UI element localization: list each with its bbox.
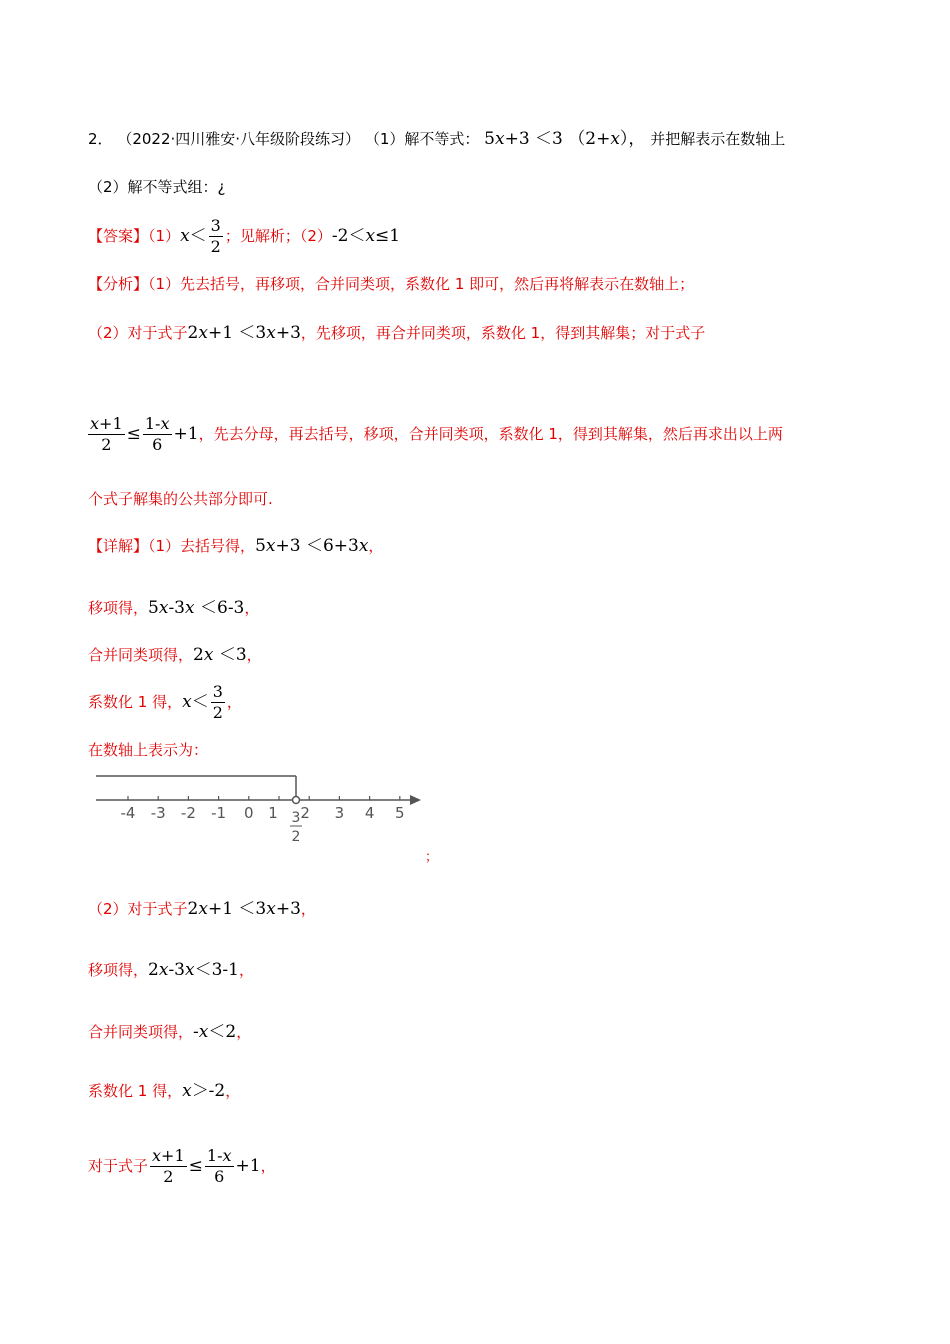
expr: 2 — [187, 323, 199, 343]
detail2-step4-label: 系数化 1 得， — [88, 1082, 183, 1100]
fraction — [88, 414, 125, 455]
problem-part1-tail: 并把解表示在数轴上 — [650, 130, 786, 148]
answer-p1: （1） — [148, 227, 181, 245]
tick-label: -1 — [211, 804, 227, 822]
comma: ， — [368, 537, 384, 555]
problem-part2 — [88, 176, 226, 198]
le-symbol: ≤ — [126, 424, 141, 444]
var-x: x — [185, 598, 195, 618]
var-x: x — [182, 1081, 192, 1101]
detail2-line-1 — [88, 898, 316, 920]
detail2-line-5 — [88, 1144, 276, 1188]
problem-part2-text: （2）解不等式组：¿ — [88, 178, 226, 196]
detail2-line-4 — [88, 1080, 240, 1102]
detail2-step2-label: 移项得， — [88, 961, 149, 979]
detail-step2-label: 移项得， — [88, 599, 149, 617]
fraction-denominator: 6 — [214, 1167, 225, 1186]
answer-ineq-right: ≤1 — [375, 226, 401, 246]
num-rest: 1- — [206, 1146, 223, 1165]
fraction-numerator — [150, 1146, 187, 1167]
var-x: x — [494, 129, 505, 149]
comma: ， — [238, 961, 254, 979]
detail-line-4 — [88, 680, 242, 724]
problem-statement — [88, 128, 785, 150]
var-x: x — [265, 536, 276, 556]
var-x: x — [158, 960, 169, 980]
fraction-denominator: 2 — [101, 435, 112, 454]
number-line — [88, 768, 428, 848]
tick-label: -2 — [180, 804, 196, 822]
analysis-tag: 【分析】 — [88, 275, 149, 293]
analysis-line-4 — [88, 488, 273, 510]
num-rest: 1- — [144, 414, 161, 433]
var-x: x — [358, 536, 369, 556]
comma: ， — [236, 1023, 252, 1041]
detail2-line-3 — [88, 1021, 251, 1043]
analysis-text-3: ，先去分母，再去括号，移项，合并同类项，系数化 1，得到其解集，然后再求出以上两 — [198, 425, 783, 443]
var-x: x — [152, 1146, 162, 1165]
var-x: x — [203, 645, 214, 665]
var-x: x — [266, 323, 276, 343]
fraction — [205, 1146, 234, 1187]
fraction-numerator: 3 — [212, 682, 223, 701]
tick-label: -3 — [150, 804, 166, 822]
expr: ＜3-1 — [194, 960, 239, 980]
fraction-denominator: 2 — [210, 237, 221, 256]
open-circle-point — [293, 797, 300, 804]
lt-symbol: ＜ — [191, 692, 209, 712]
expr: 5 — [255, 536, 266, 556]
analysis-line-2 — [88, 322, 705, 344]
var-x: x — [158, 598, 169, 618]
fraction-denominator: 2 — [212, 703, 223, 722]
comma: ， — [225, 1082, 241, 1100]
expr: -3 — [168, 960, 185, 980]
expr: 2 — [187, 899, 199, 919]
le-symbol: ≤ — [188, 1156, 203, 1176]
detail-line-2 — [88, 597, 259, 619]
var-x: x — [198, 1022, 209, 1042]
detail-step4-label: 系数化 1 得， — [88, 693, 183, 711]
detail2-step1-label: （2）对于式子 — [88, 900, 188, 918]
problem-number: 2． — [88, 130, 113, 148]
fraction-denominator: 2 — [163, 1167, 174, 1186]
tick-label: 3 — [334, 804, 345, 822]
expr: +3 — [275, 899, 301, 919]
arrow-right-icon — [410, 795, 421, 805]
tick-label: 2 — [300, 804, 310, 822]
answer-line — [88, 214, 400, 258]
expr: +1 ＜3 — [207, 899, 267, 919]
point-label-numerator: 3 — [291, 810, 301, 826]
fraction — [211, 682, 225, 723]
expr: 2 — [148, 960, 159, 980]
analysis-line-1 — [88, 273, 694, 295]
expr: 5 — [148, 598, 159, 618]
num-rest: +1 — [161, 1146, 185, 1165]
problem-source: （2022·四川雅安·八年级阶段练习） — [117, 130, 361, 148]
comma: ， — [244, 599, 260, 617]
expr: +3 ＜6+3 — [275, 536, 359, 556]
fraction-numerator — [205, 1146, 234, 1167]
analysis-text-2b: ，先移项，再合并同类项，系数化 1，得到其解集；对于式子 — [300, 324, 706, 342]
answer-fraction — [209, 216, 223, 257]
detail-tag: 【详解】 — [88, 537, 149, 555]
comma: ， — [260, 1157, 276, 1175]
expr: +3 — [275, 323, 301, 343]
detail2-line-2 — [88, 959, 254, 981]
var-x: x — [180, 226, 190, 246]
expr: ）， — [619, 129, 646, 149]
expr: - — [193, 1022, 199, 1042]
var-x: x — [610, 129, 620, 149]
var-x: x — [198, 323, 208, 343]
detail-step5-label: 在数轴上表示为： — [88, 741, 209, 759]
detail2-step3-label: 合并同类项得， — [88, 1023, 194, 1041]
detail-step3-label: 合并同类项得， — [88, 646, 194, 664]
var-x: x — [182, 692, 192, 712]
detail-line-1 — [88, 535, 383, 557]
var-x: x — [365, 226, 376, 246]
var-x: x — [160, 414, 170, 433]
analysis-text-4: 个式子解集的公共部分即可. — [88, 490, 273, 508]
fraction — [150, 1146, 187, 1187]
comma: ， — [300, 900, 316, 918]
tick-label: 0 — [244, 804, 254, 822]
stray-semicolon: ； — [425, 850, 439, 865]
tick-label: 5 — [395, 804, 405, 822]
lt-symbol: ＜ — [189, 226, 207, 246]
expr: +1 — [235, 1156, 261, 1176]
answer-ineq-left: -2＜ — [331, 226, 366, 246]
tick-label: 1 — [268, 804, 278, 822]
detail-line-5 — [88, 739, 208, 761]
num-rest: +1 — [99, 414, 123, 433]
point-label-denominator: 2 — [291, 829, 301, 845]
fraction — [143, 414, 172, 455]
expr: +1 ＜3 — [207, 323, 267, 343]
problem-part1-label: （1）解不等式： — [364, 130, 480, 148]
expr: +3 ＜3 （2+ — [504, 129, 611, 149]
var-x: x — [198, 899, 208, 919]
comma: ， — [226, 693, 242, 711]
var-x: x — [266, 899, 276, 919]
expr: ＞-2 — [191, 1081, 226, 1101]
fraction-numerator: 3 — [210, 216, 221, 235]
analysis-text-2a: （2）对于式子 — [88, 324, 188, 342]
fraction-numerator — [143, 414, 172, 435]
expr: -3 — [168, 598, 185, 618]
var-x: x — [90, 414, 100, 433]
expr: 2 — [193, 645, 204, 665]
expr: ＜2 — [208, 1022, 237, 1042]
tick-label: 4 — [364, 804, 375, 822]
expr: ＜6-3 — [194, 598, 245, 618]
detail-line-3 — [88, 644, 262, 666]
expr: 5 — [484, 129, 495, 149]
analysis-line-3 — [88, 412, 783, 456]
detail-step1-label: （1）去括号得， — [148, 537, 256, 555]
answer-tag: 【答案】 — [88, 227, 149, 245]
expr: ＜3 — [213, 645, 247, 665]
analysis-text-1: （1）先去括号，再移项，合并同类项，系数化 1 即可，然后再将解表示在数轴上； — [148, 275, 695, 293]
detail2-step5-label: 对于式子 — [88, 1157, 149, 1175]
comma: ， — [246, 646, 262, 664]
var-x: x — [222, 1146, 232, 1165]
var-x: x — [185, 960, 195, 980]
fraction-denominator: 6 — [152, 435, 163, 454]
answer-mid: ；见解析；（2） — [224, 227, 332, 245]
tick-label: -4 — [120, 804, 136, 822]
expr: +1 — [173, 424, 199, 444]
fraction-numerator — [88, 414, 125, 435]
